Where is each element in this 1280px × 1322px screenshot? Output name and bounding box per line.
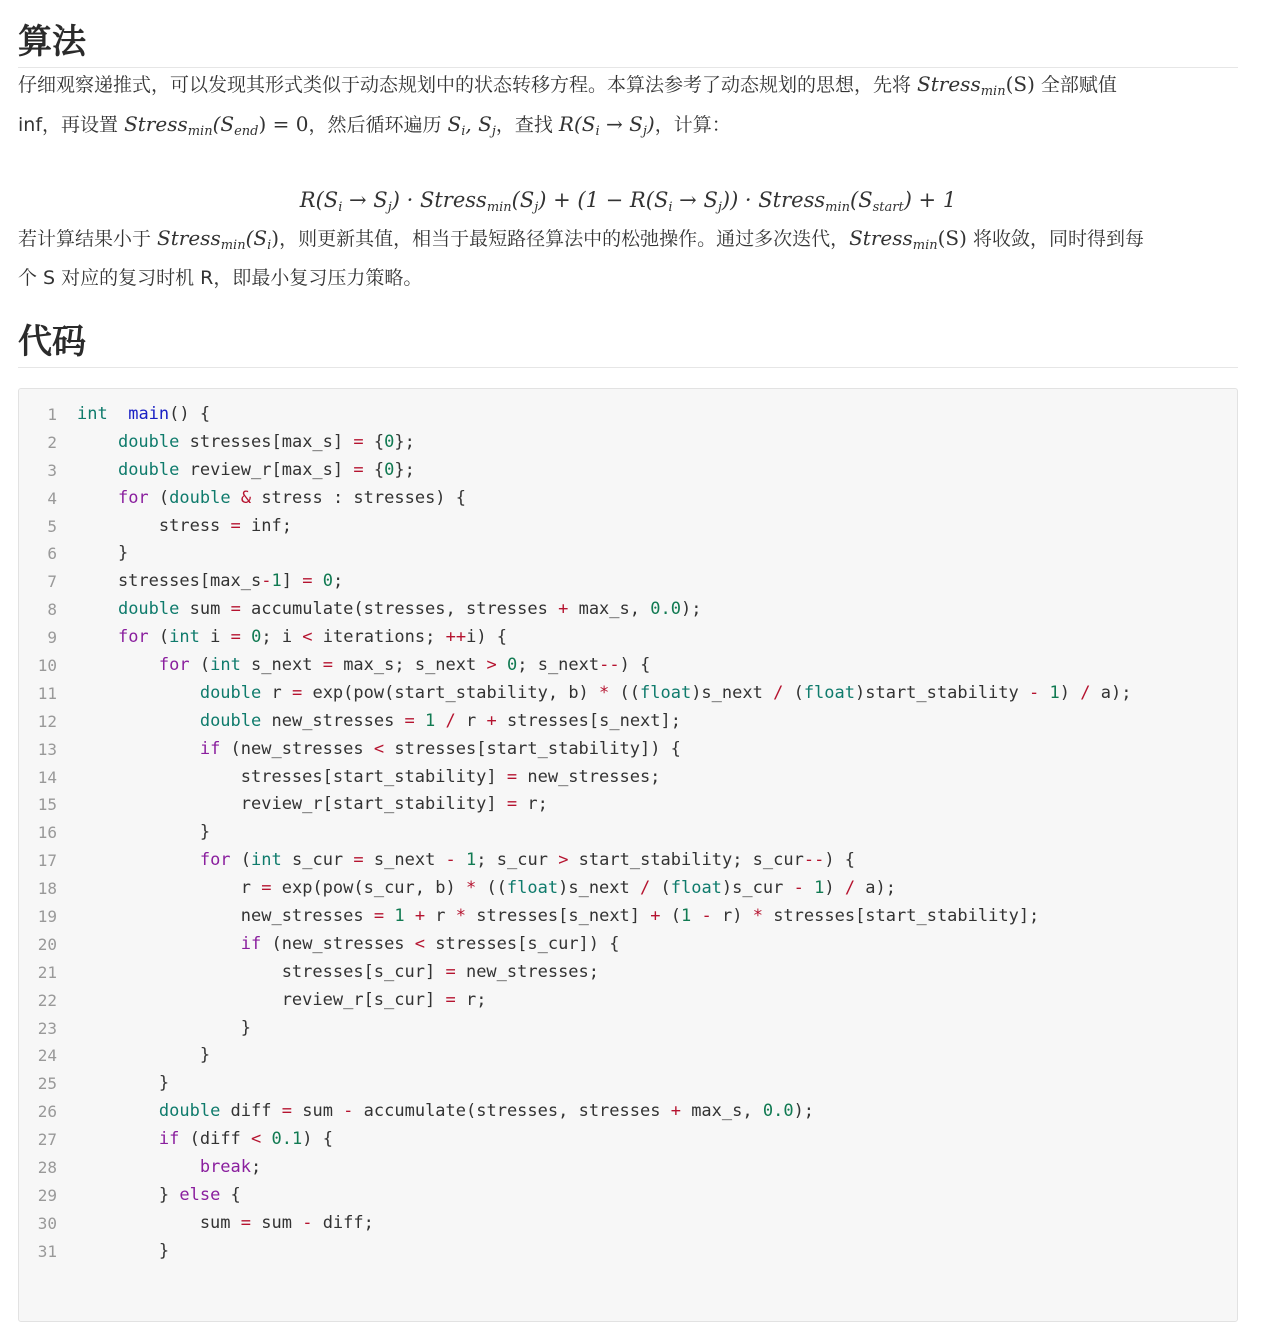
line-number: 8: [47, 600, 57, 620]
code-text: if (new_stresses < stresses[s_cur]) {: [240, 933, 620, 954]
code-text: double stresses[max_s] = {0};: [117, 431, 415, 452]
line-number: 20: [37, 934, 57, 954]
code-line: [19, 791, 1237, 819]
math-stress-min-s: Stress$_{min}$(S): [849, 226, 967, 253]
text: 仔细观察递推式，可以发现其形式类似于动态规划中的状态转移方程。本算法参考了动态规划的思想，先将: [18, 74, 918, 96]
code-text: }: [77, 1017, 251, 1038]
code-text: r = exp(pow(s_cur, b) * ((float)s_next / (float)s_cur - 1) / a);: [77, 878, 897, 899]
text: 个 S 对应的复习时机 R，即最小复习压力策略。: [18, 267, 423, 289]
text: inf，再设置: [18, 114, 125, 136]
text: ，然后循环遍历: [308, 114, 448, 136]
line-number: 5: [47, 516, 57, 536]
code-block[interactable]: [18, 388, 1238, 1322]
code-line: [19, 596, 1237, 624]
line-number: 22: [37, 990, 57, 1010]
code-text: new_stresses = 1 + r * stresses[s_next] + (1 - r) * stresses[start_stability];: [77, 906, 1040, 927]
code-line: [19, 903, 1237, 931]
code-text: for (int i = 0; i < iterations; ++i) {: [117, 627, 508, 648]
line-number: 13: [37, 739, 57, 759]
code-text: stress = inf;: [77, 515, 292, 536]
line-number: 31: [37, 1241, 57, 1261]
line-number: 6: [47, 544, 57, 564]
code-line: [19, 485, 1237, 513]
code-line: [19, 1154, 1237, 1182]
code-text: }: [77, 1045, 211, 1066]
line-number: 2: [47, 432, 57, 452]
code-line: [19, 931, 1237, 959]
code-line: [19, 429, 1237, 457]
code-text: review_r[s_cur] = r;: [77, 989, 487, 1010]
code-line: [19, 568, 1237, 596]
code-line: [19, 1098, 1237, 1126]
line-number: 10: [37, 656, 57, 676]
text: ，则更新其值，相当于最短路径算法中的松弛操作。通过多次迭代，: [279, 228, 850, 250]
code-text: }: [77, 543, 129, 564]
code-text: } else {: [77, 1184, 241, 1205]
line-number: 29: [37, 1185, 57, 1205]
code-line: [19, 513, 1237, 541]
code-text: stresses[start_stability] = new_stresses;: [77, 766, 661, 787]
code-line: [19, 875, 1237, 903]
code-line: [19, 624, 1237, 652]
code-text: stresses[max_s-1] = 0;: [77, 571, 344, 592]
code-line: [19, 708, 1237, 736]
line-number: 25: [37, 1074, 57, 1094]
code-line: [19, 1182, 1237, 1210]
line-number: 12: [37, 711, 57, 731]
section-heading-code: 代码: [18, 314, 1238, 368]
line-number: 28: [37, 1158, 57, 1178]
code-line: [19, 736, 1237, 764]
code-text: double review_r[max_s] = {0};: [117, 459, 415, 480]
code-text: review_r[start_stability] = r;: [77, 794, 548, 815]
code-text: }: [77, 1240, 170, 1261]
line-number: 23: [37, 1018, 57, 1038]
code-line: [19, 1238, 1237, 1266]
line-number: 3: [47, 460, 57, 480]
math-stress-min: Stress$_{min}$(S): [917, 72, 1035, 99]
code-text: for (int s_cur = s_next - 1; s_cur > start_stability; s_cur--) {: [199, 850, 856, 871]
line-number: 7: [47, 572, 57, 592]
code-text: if (new_stresses < stresses[start_stability]) {: [199, 738, 681, 759]
code-line: [19, 1015, 1237, 1043]
code-line: [19, 959, 1237, 987]
code-text: stresses[s_cur] = new_stresses;: [77, 961, 600, 982]
code-line: [19, 680, 1237, 708]
code-line: [19, 987, 1237, 1015]
code-text: }: [77, 1073, 170, 1094]
code-line: [19, 540, 1237, 568]
line-number: 17: [37, 851, 57, 871]
code-line: [19, 1210, 1237, 1238]
line-number: 15: [37, 795, 57, 815]
math-r-transition: $R(S_i \to S_j)$: [558, 112, 655, 139]
math-stress-end: $Stress_{min}(S_{end}) = 0$: [124, 112, 309, 139]
line-number: 21: [37, 962, 57, 982]
code-line: [19, 847, 1237, 875]
line-number: 27: [37, 1130, 57, 1150]
code-text: break;: [199, 1157, 262, 1178]
code-line: [19, 819, 1237, 847]
line-number: 1: [47, 405, 57, 424]
text: 将收敛，同时得到每: [966, 228, 1144, 250]
paragraph-relaxation: [18, 222, 1238, 294]
math-stress-si: $Stress_{min}(S_i)$: [157, 226, 280, 253]
paragraph-intro: [18, 68, 1238, 148]
code-text: int main() {: [77, 404, 211, 424]
line-number: 16: [37, 823, 57, 843]
code-text: }: [77, 822, 211, 843]
math-si-sj: $S_i$, $S_j$: [447, 112, 496, 139]
code-line: [19, 652, 1237, 680]
line-number: 4: [47, 488, 57, 508]
code-text: double new_stresses = 1 / r + stresses[s_next];: [199, 710, 681, 731]
line-number: 11: [37, 683, 57, 703]
code-text: double diff = sum - accumulate(stresses, stresses + max_s, 0.0);: [158, 1101, 815, 1122]
code-text: for (int s_next = max_s; s_next > 0; s_next--) {: [158, 655, 651, 676]
code-text: double sum = accumulate(stresses, stresses + max_s, 0.0);: [117, 599, 702, 620]
code-line: [19, 1126, 1237, 1154]
line-number: 19: [37, 907, 57, 927]
code-text: sum = sum - diff;: [77, 1212, 374, 1233]
line-number: 14: [37, 767, 57, 787]
code-line: [19, 1042, 1237, 1070]
code-text: double r = exp(pow(start_stability, b) * ((float)s_next / (float)start_stability - 1) / a);: [199, 682, 1132, 703]
code-line: [19, 1070, 1237, 1098]
code-text: for (double & stress : stresses) {: [117, 487, 467, 508]
line-number: 9: [47, 628, 57, 648]
line-number: 24: [37, 1046, 57, 1066]
display-equation: $R(S_i \to S_j)$ · $Stress_{min}(S_j) + (1 - R(S_i \to S_j))$ · $Stress_{min}(S_{start}) + 1$: [299, 188, 957, 215]
text: 全部赋值: [1034, 74, 1117, 96]
text: 若计算结果小于: [18, 228, 158, 250]
line-number: 18: [37, 879, 57, 899]
text: ，计算：: [654, 114, 731, 136]
line-number: 30: [37, 1213, 57, 1233]
code-line: [19, 401, 1237, 429]
code-text: if (diff < 0.1) {: [158, 1129, 333, 1150]
code-line: [19, 764, 1237, 792]
text: ，查找: [495, 114, 559, 136]
line-number: 26: [37, 1102, 57, 1122]
section-heading-algorithm: 算法: [18, 0, 1238, 68]
code-line: [19, 457, 1237, 485]
